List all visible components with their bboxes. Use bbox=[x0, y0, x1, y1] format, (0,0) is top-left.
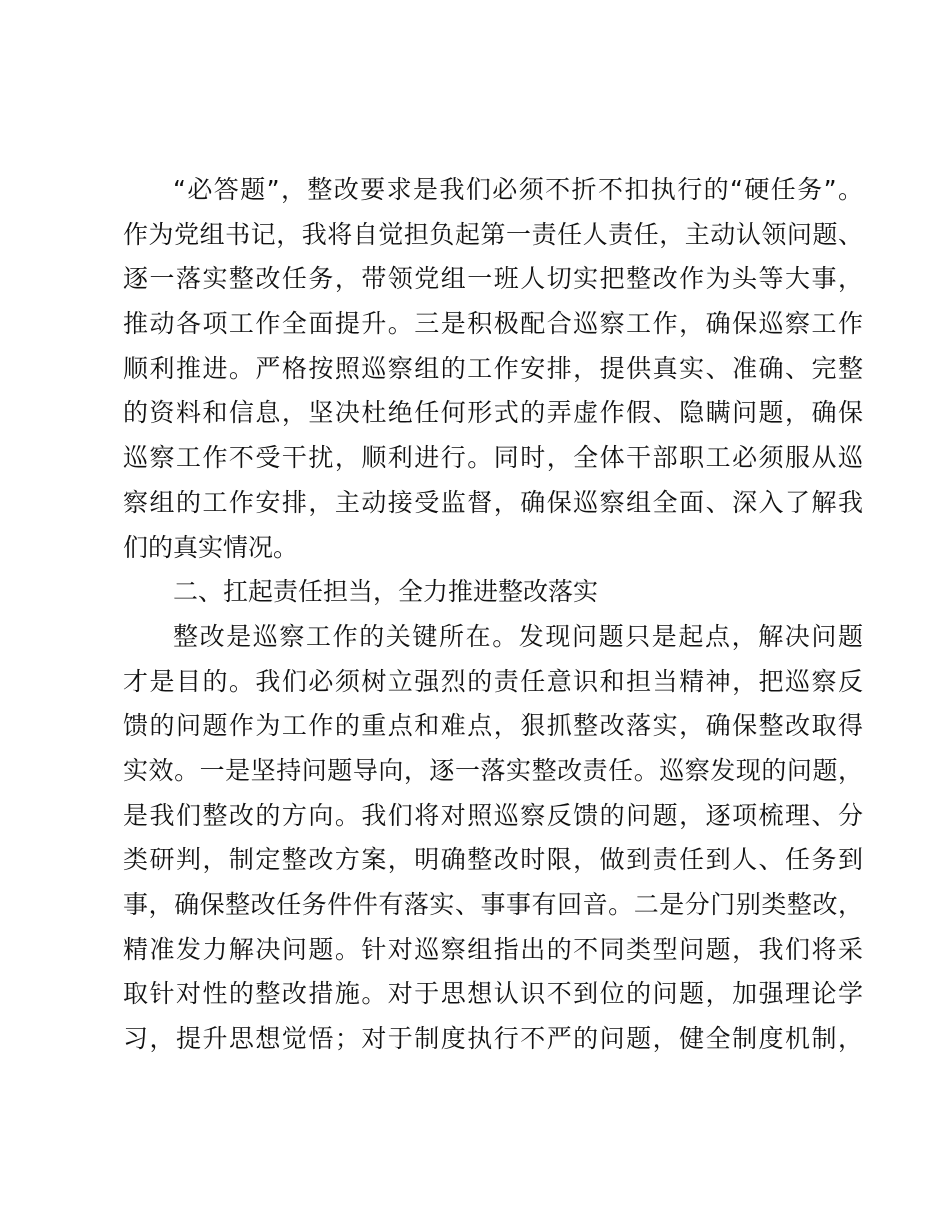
text-line: 才是目的。我们必须树立强烈的责任意识和担当精神，把巡察反 bbox=[123, 666, 863, 696]
text-line: 取针对性的整改措施。对于思想认识不到位的问题，加强理论学 bbox=[123, 979, 863, 1009]
text-line: 实效。一是坚持问题导向，逐一落实整改责任。巡察发现的问题， bbox=[123, 755, 863, 785]
text-line: 逐一落实整改任务，带领党组一班人切实把整改作为头等大事， bbox=[123, 264, 863, 294]
text-line: 的资料和信息，坚决杜绝任何形式的弄虚作假、隐瞒问题，确保 bbox=[123, 398, 863, 428]
text-line: 事，确保整改任务件件有落实、事事有回音。二是分门别类整改， bbox=[123, 890, 863, 919]
text-line: 察组的工作安排，主动接受监督，确保巡察组全面、深入了解我 bbox=[123, 487, 863, 517]
text-line: 类研判，制定整改方案，明确整改时限，做到责任到人、任务到 bbox=[123, 845, 863, 875]
text-line: 馈的问题作为工作的重点和难点，狠抓整改落实，确保整改取得 bbox=[123, 711, 863, 741]
text-line: 顺利推进。严格按照巡察组的工作安排，提供真实、准确、完整 bbox=[123, 353, 863, 383]
text-line: 们的真实情况。 bbox=[123, 532, 299, 562]
text-line: 精准发力解决问题。针对巡察组指出的不同类型问题，我们将采 bbox=[123, 934, 863, 964]
text-line: 巡察工作不受干扰，顺利进行。同时，全体干部职工必须服从巡 bbox=[123, 443, 863, 473]
text-line: 整改是巡察工作的关键所在。发现问题只是起点，解决问题 bbox=[173, 621, 863, 651]
body-text bbox=[123, 168, 863, 1062]
section-heading: 二、扛起责任担当，全力推进整改落实 bbox=[173, 577, 599, 607]
text-line: 习，提升思想觉悟；对于制度执行不严的问题，健全制度机制， bbox=[123, 1024, 863, 1054]
text-line: “必答题”，整改要求是我们必须不折不扣执行的“硬任务”。 bbox=[173, 175, 863, 204]
text-line: 推动各项工作全面提升。三是积极配合巡察工作，确保巡察工作 bbox=[123, 309, 863, 339]
text-line: 作为党组书记，我将自觉担负起第一责任人责任，主动认领问题、 bbox=[123, 219, 863, 249]
text-line: 是我们整改的方向。我们将对照巡察反馈的问题，逐项梳理、分 bbox=[123, 800, 863, 830]
